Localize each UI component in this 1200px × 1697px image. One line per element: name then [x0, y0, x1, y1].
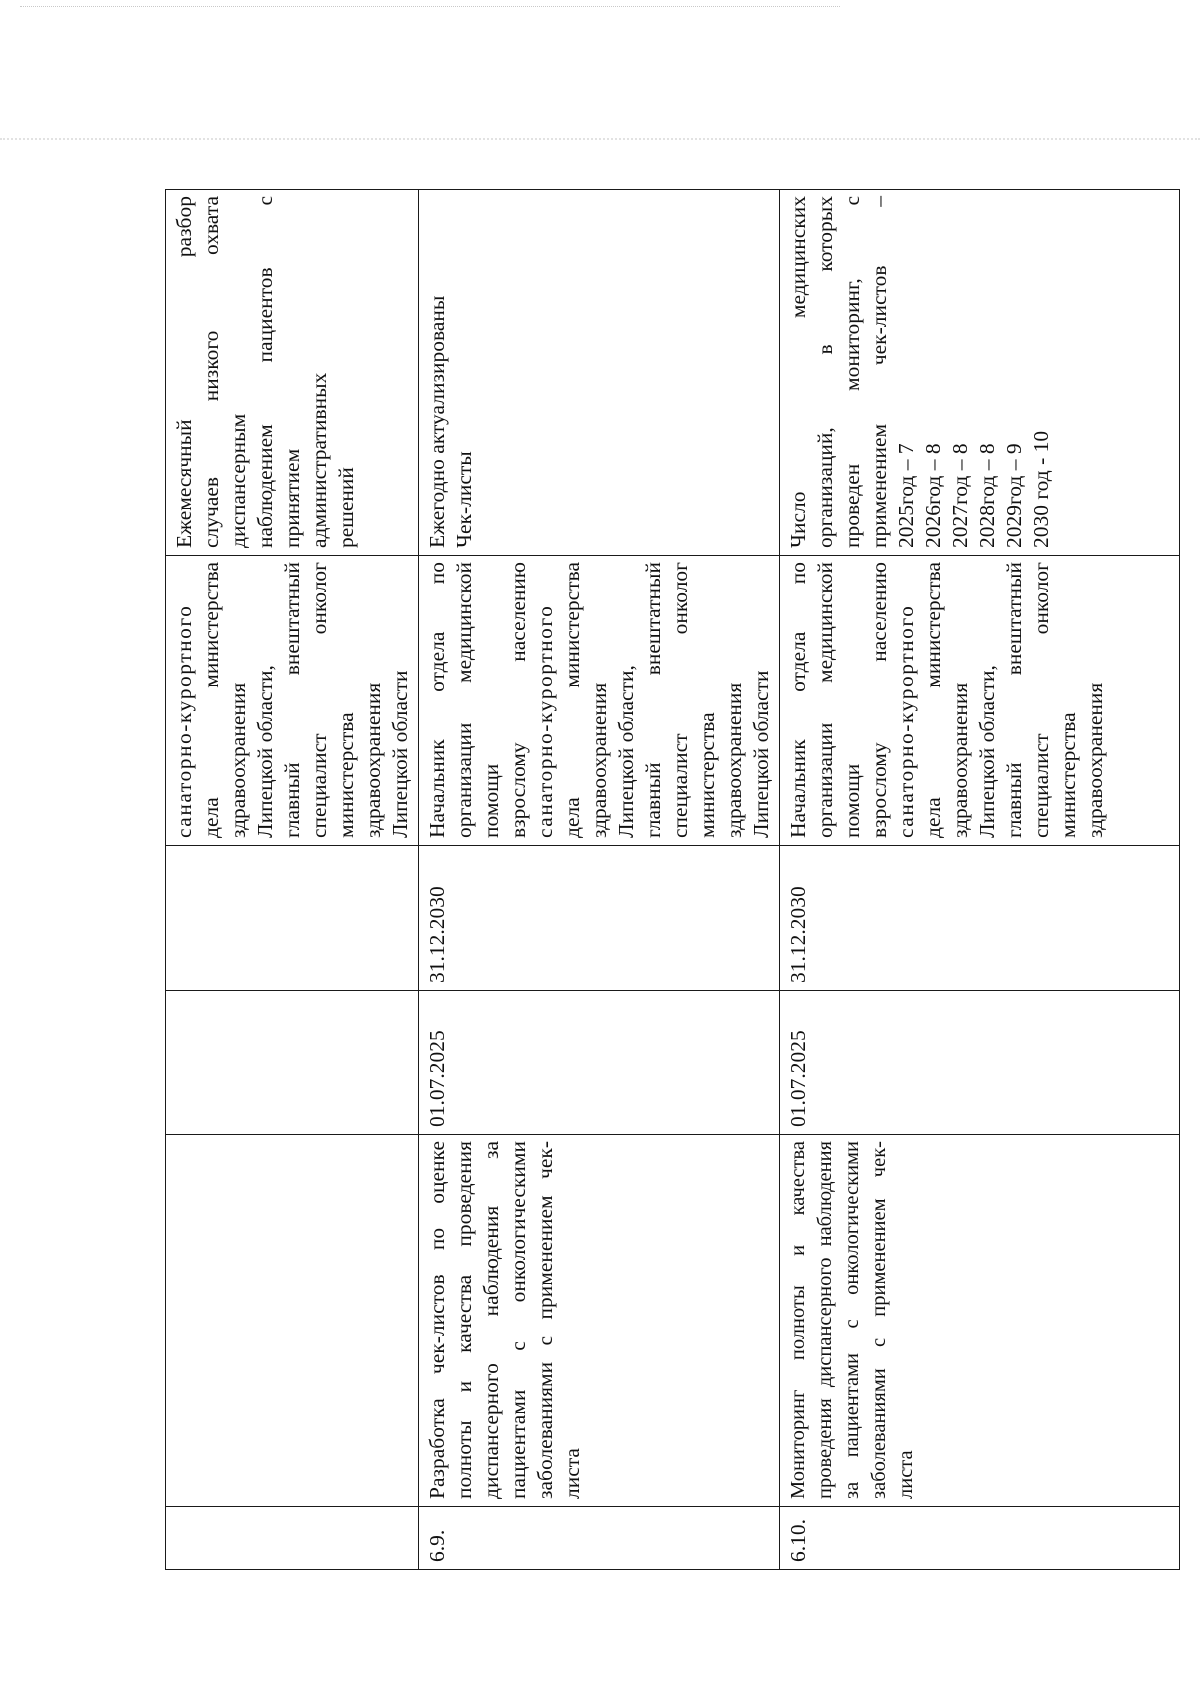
scan-artifact-line: [20, 6, 840, 7]
plan-table: [165, 189, 1180, 1570]
responsible-line: здравоохранения: [361, 682, 385, 838]
cell-start-date: [166, 991, 419, 1135]
result-line: 2027год – 8: [948, 443, 972, 548]
responsible-line: специалист онколог: [307, 562, 331, 838]
result-line: 2025год – 7: [894, 443, 918, 548]
result-line: 2030 год - 10: [1029, 430, 1053, 548]
responsible-line: дела министерства: [199, 562, 223, 838]
responsible-line: помощи: [479, 763, 503, 838]
responsible-line: организации медицинской: [452, 562, 476, 838]
responsible-line: министерства: [334, 712, 358, 838]
table-row: [780, 190, 1180, 1570]
result-line: случаев низкого охвата: [199, 196, 223, 548]
result-line: Ежегодно актуализированы: [425, 295, 449, 548]
responsible-line: здравоохранения: [722, 682, 746, 838]
rotated-page-content: [165, 190, 1110, 1570]
responsible-line: Липецкой области,: [975, 665, 999, 838]
responsible-line: Липецкой области,: [614, 665, 638, 838]
responsible-line: организации медицинской: [813, 562, 837, 838]
cell-number: 6.9.: [419, 1507, 780, 1570]
responsible-line: специалист онколог: [668, 562, 692, 838]
cell-end-date: 31.12.2030: [780, 846, 1180, 991]
responsible-line: главный внештатный: [1002, 562, 1026, 838]
responsible-line: санаторно-курортного: [894, 604, 918, 838]
responsible-line: Липецкой области: [388, 670, 412, 838]
responsible-line: дела министерства: [560, 562, 584, 838]
table-row: [166, 190, 419, 1570]
responsible-line: министерства: [1056, 712, 1080, 838]
scan-artifact-dots: [0, 138, 1200, 140]
responsible-line: здравоохранения: [948, 682, 972, 838]
cell-responsible: [780, 556, 1180, 846]
responsible-line: взрослому населению: [506, 562, 530, 838]
result-line: наблюдением пациентов с: [253, 196, 277, 548]
cell-responsible: [419, 556, 780, 846]
cell-end-date: [166, 846, 419, 991]
responsible-line: взрослому населению: [867, 562, 891, 838]
responsible-line: санаторно-курортного: [533, 604, 557, 838]
responsible-line: помощи: [840, 763, 864, 838]
responsible-line: здравоохранения: [226, 682, 250, 838]
responsible-line: здравоохранения: [1083, 682, 1107, 838]
result-line: Число медицинских: [786, 196, 810, 548]
responsible-line: министерства: [695, 712, 719, 838]
responsible-line: дела министерства: [921, 562, 945, 838]
result-line: Чек-листы: [452, 451, 476, 548]
responsible-line: Начальник отдела по: [786, 562, 810, 838]
result-line: Ежемесячный разбор: [172, 196, 196, 548]
result-line: 2028год – 8: [975, 443, 999, 548]
table-row: [419, 190, 780, 1570]
responsible-line: специалист онколог: [1029, 562, 1053, 838]
cell-number: [166, 1507, 419, 1570]
result-line: 2026год – 8: [921, 443, 945, 548]
result-line: организаций, в которых: [813, 196, 837, 548]
cell-result: [419, 190, 780, 556]
result-line: применением чек-листов –: [867, 196, 891, 548]
cell-start-date: 01.07.2025: [780, 991, 1180, 1135]
responsible-line: главный внештатный: [280, 562, 304, 838]
cell-result: [780, 190, 1180, 556]
cell-event: Разработка чек-листов по оценке полноты и качества проведения диспансерного наблюдения за пациентами с онкологическими заболеваниями с применением чек-листа: [419, 1135, 780, 1507]
responsible-line: санаторно-курортного: [172, 604, 196, 838]
result-line: 2029год – 9: [1002, 443, 1026, 548]
responsible-line: здравоохранения: [587, 682, 611, 838]
result-line: принятием: [280, 448, 304, 548]
responsible-line: Липецкой области,: [253, 665, 277, 838]
cell-result: [166, 190, 419, 556]
cell-start-date: 01.07.2025: [419, 991, 780, 1135]
cell-event: [166, 1135, 419, 1507]
cell-number: 6.10.: [780, 1507, 1180, 1570]
responsible-line: Липецкой области: [749, 670, 773, 838]
cell-end-date: 31.12.2030: [419, 846, 780, 991]
responsible-line: главный внештатный: [641, 562, 665, 838]
responsible-line: Начальник отдела по: [425, 562, 449, 838]
result-line: диспансерным: [226, 413, 250, 548]
result-line: административных: [307, 372, 331, 548]
result-line: решений: [334, 467, 358, 548]
result-line: проведен мониторинг, с: [840, 196, 864, 548]
cell-event: Мониторинг полноты и качества проведения диспансерного наблюдения за пациентами с онкологическими заболеваниями с применением чек-листа: [780, 1135, 1180, 1507]
cell-responsible: [166, 556, 419, 846]
